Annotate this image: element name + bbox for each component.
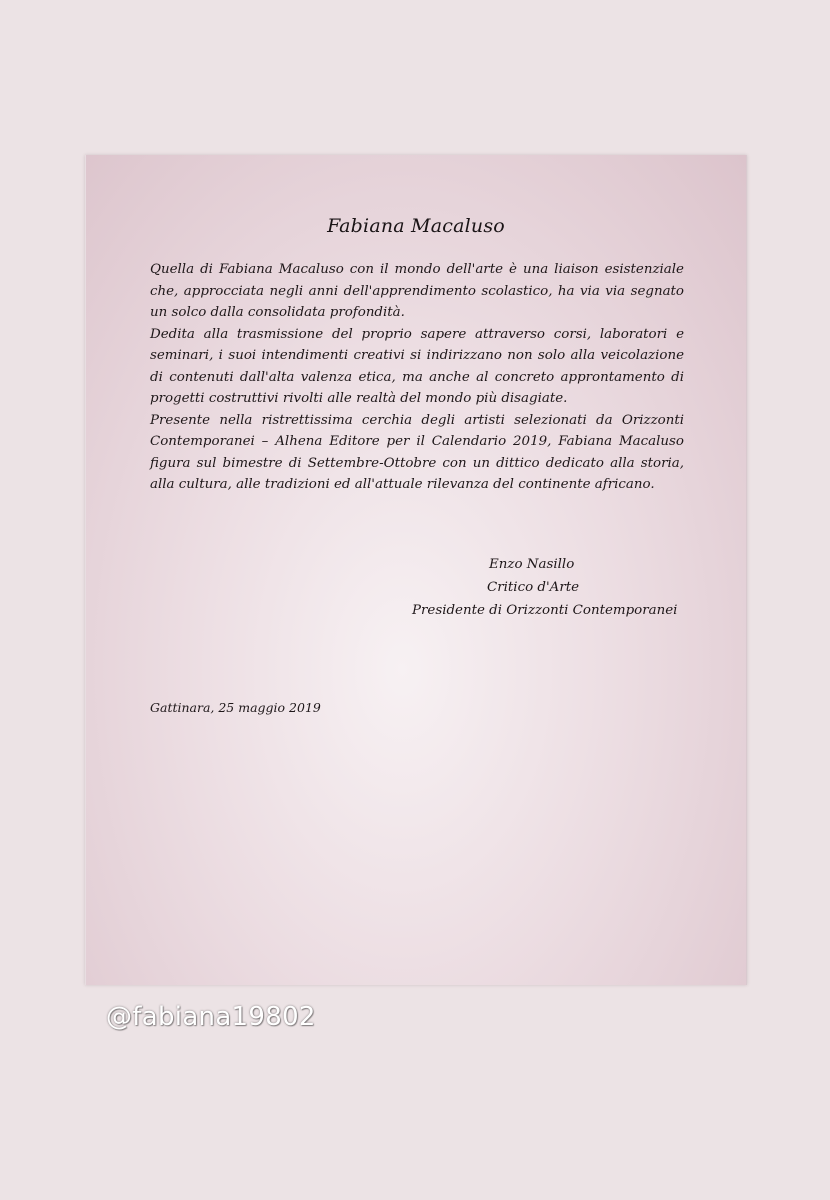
place-date: Gattinara, 25 maggio 2019 [150,700,321,715]
document-title: Fabiana Macaluso [327,215,505,237]
paragraph-1: Quella di Fabiana Macaluso con il mondo dell'arte è una liaison esistenziale che, approcciata negli anni dell'apprendimento scolastico, ha via via segnato un solco dalla consolidata profondità. [150,262,684,320]
document-body [150,259,684,496]
signature-role: Critico d'Arte [487,580,580,595]
signature-name: Enzo Nasillo [489,557,575,572]
signature-block [386,553,686,622]
username-watermark: @fabiana19802 [106,1002,316,1032]
paragraph-2: Dedita alla trasmissione del proprio sapere attraverso corsi, laboratori e seminari, i suoi intendimenti creativi si indirizzano non solo alla veicolazione di contenuti dall'alta valenza etica, ma anche al concreto approntamento di progetti costruttivi rivolti alle realtà del mondo più disagiate. [150,326,684,406]
signature-position: Presidente di Orizzonti Contemporanei [412,603,678,618]
document-page [85,155,747,985]
paragraph-3: Presente nella ristrettissima cerchia degli artisti selezionati da Orizzonti Contemporanei – Alhena Editore per il Calendario 2019, Fabiana Macaluso figura sul bimestre di Settembre-Ottobre con un dittico dedicato alla storia, alla cultura, alle tradizioni ed all'attuale rilevanza del continente africano. [150,412,684,492]
